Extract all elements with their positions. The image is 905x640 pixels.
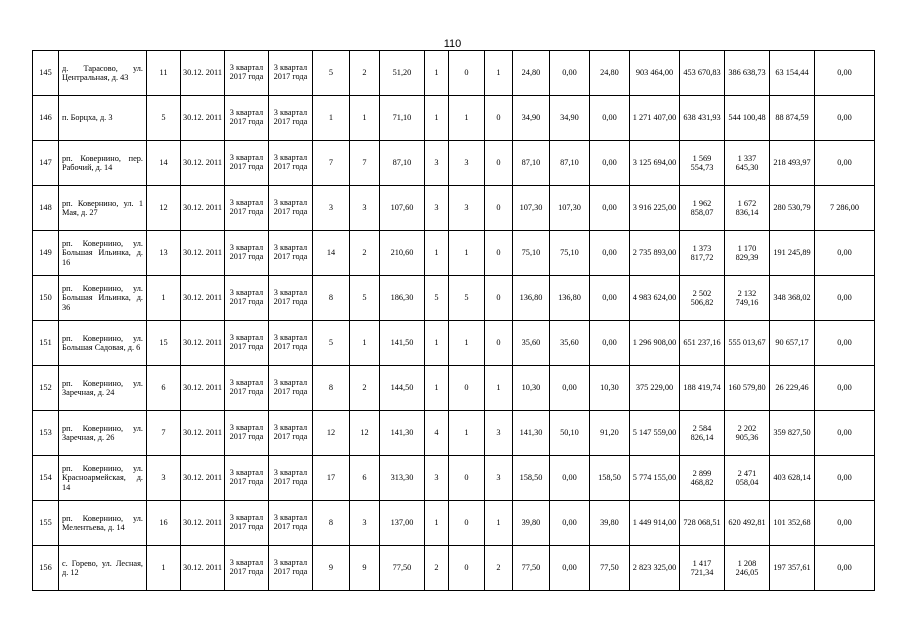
sum-3-cell: 2 471 058,04 (725, 456, 770, 501)
col-6-cell: 8 (313, 366, 350, 411)
area-total-cell: 35,60 (513, 321, 550, 366)
sum-total-cell: 375 229,00 (630, 366, 680, 411)
actual-quarter-cell: 3 квартал 2017 года (269, 186, 313, 231)
area-3-cell: 77,50 (590, 546, 630, 591)
col-11-cell: 1 (485, 51, 513, 96)
area-3-cell: 0,00 (590, 96, 630, 141)
area-3-cell: 0,00 (590, 276, 630, 321)
table-row (33, 51, 875, 96)
address-cell: с. Горево, ул. Лесная, д. 12 (59, 546, 147, 591)
sum-total-cell: 5 147 559,00 (630, 411, 680, 456)
area-3-cell: 24,80 (590, 51, 630, 96)
col-10-cell: 0 (449, 456, 485, 501)
sum-4-cell: 197 357,61 (770, 546, 815, 591)
row-number-cell: 156 (33, 546, 59, 591)
planned-quarter-cell: 3 квартал 2017 года (225, 501, 269, 546)
planned-quarter-cell: 3 квартал 2017 года (225, 141, 269, 186)
col-6-cell: 3 (313, 186, 350, 231)
col-11-cell: 0 (485, 276, 513, 321)
col-11-cell: 0 (485, 96, 513, 141)
col-10-cell: 0 (449, 501, 485, 546)
area-total-cell: 136,80 (513, 276, 550, 321)
col-10-cell: 3 (449, 141, 485, 186)
col-10-cell: 1 (449, 411, 485, 456)
col-10-cell: 3 (449, 186, 485, 231)
col-10-cell: 0 (449, 546, 485, 591)
col-7-cell: 2 (350, 51, 380, 96)
col-6-cell: 1 (313, 96, 350, 141)
area-3-cell: 0,00 (590, 141, 630, 186)
col-9-cell: 3 (425, 186, 449, 231)
sum-4-cell: 348 368,02 (770, 276, 815, 321)
actual-quarter-cell: 3 квартал 2017 года (269, 321, 313, 366)
col-10-cell: 5 (449, 276, 485, 321)
sum-3-cell: 160 579,80 (725, 366, 770, 411)
col-9-cell: 1 (425, 321, 449, 366)
col-11-cell: 1 (485, 366, 513, 411)
sum-total-cell: 3 125 694,00 (630, 141, 680, 186)
col-11-cell: 0 (485, 141, 513, 186)
table-row (33, 141, 875, 186)
sum-total-cell: 3 916 225,00 (630, 186, 680, 231)
area-2-cell: 0,00 (550, 366, 590, 411)
area-2-cell: 136,80 (550, 276, 590, 321)
col-11-cell: 3 (485, 456, 513, 501)
table-row (33, 186, 875, 231)
sum-2-cell: 188 419,74 (680, 366, 725, 411)
sum-4-cell: 218 493,97 (770, 141, 815, 186)
col-9-cell: 1 (425, 96, 449, 141)
date-cell: 30.12. 2011 (181, 141, 225, 186)
row-number-cell: 147 (33, 141, 59, 186)
sum-total-cell: 903 464,00 (630, 51, 680, 96)
col-7-cell: 3 (350, 186, 380, 231)
table-body (33, 51, 875, 591)
col-9-cell: 4 (425, 411, 449, 456)
col-11-cell: 2 (485, 546, 513, 591)
actual-quarter-cell: 3 квартал 2017 года (269, 411, 313, 456)
sum-4-cell: 280 530,79 (770, 186, 815, 231)
table-row (33, 366, 875, 411)
col-9-cell: 3 (425, 456, 449, 501)
sum-5-cell: 0,00 (815, 276, 875, 321)
actual-quarter-cell: 3 квартал 2017 года (269, 51, 313, 96)
sum-5-cell: 0,00 (815, 51, 875, 96)
sum-3-cell: 620 492,81 (725, 501, 770, 546)
sum-2-cell: 453 670,83 (680, 51, 725, 96)
area-total-cell: 10,30 (513, 366, 550, 411)
col-2-cell: 13 (147, 231, 181, 276)
sum-4-cell: 63 154,44 (770, 51, 815, 96)
col-9-cell: 3 (425, 141, 449, 186)
actual-quarter-cell: 3 квартал 2017 года (269, 141, 313, 186)
col-7-cell: 9 (350, 546, 380, 591)
table-row (33, 456, 875, 501)
sum-total-cell: 4 983 624,00 (630, 276, 680, 321)
sum-3-cell: 1 208 246,05 (725, 546, 770, 591)
sum-4-cell: 88 874,59 (770, 96, 815, 141)
area-cell: 71,10 (380, 96, 425, 141)
address-cell: рп. Ковернино, ул. Заречная, д. 24 (59, 366, 147, 411)
address-cell: рп. Ковернино, ул. Мелентьева, д. 14 (59, 501, 147, 546)
actual-quarter-cell: 3 квартал 2017 года (269, 456, 313, 501)
area-3-cell: 91,20 (590, 411, 630, 456)
sum-2-cell: 1 417 721,34 (680, 546, 725, 591)
col-2-cell: 1 (147, 276, 181, 321)
sum-4-cell: 403 628,14 (770, 456, 815, 501)
table-row (33, 96, 875, 141)
address-cell: рп. Ковернино, ул. Большая Садовая, д. 6 (59, 321, 147, 366)
area-cell: 107,60 (380, 186, 425, 231)
col-7-cell: 1 (350, 321, 380, 366)
col-6-cell: 8 (313, 501, 350, 546)
sum-2-cell: 2 502 506,82 (680, 276, 725, 321)
date-cell: 30.12. 2011 (181, 411, 225, 456)
actual-quarter-cell: 3 квартал 2017 года (269, 546, 313, 591)
row-number-cell: 152 (33, 366, 59, 411)
area-cell: 87,10 (380, 141, 425, 186)
col-2-cell: 14 (147, 141, 181, 186)
row-number-cell: 155 (33, 501, 59, 546)
address-cell: рп. Ковернино, ул. Красноармейская, д. 14 (59, 456, 147, 501)
col-2-cell: 1 (147, 546, 181, 591)
row-number-cell: 150 (33, 276, 59, 321)
col-7-cell: 3 (350, 501, 380, 546)
col-2-cell: 15 (147, 321, 181, 366)
col-9-cell: 1 (425, 501, 449, 546)
area-3-cell: 0,00 (590, 186, 630, 231)
col-11-cell: 1 (485, 501, 513, 546)
sum-3-cell: 386 638,73 (725, 51, 770, 96)
sum-4-cell: 359 827,50 (770, 411, 815, 456)
col-6-cell: 17 (313, 456, 350, 501)
sum-total-cell: 1 296 908,00 (630, 321, 680, 366)
planned-quarter-cell: 3 квартал 2017 года (225, 231, 269, 276)
col-6-cell: 9 (313, 546, 350, 591)
table-row (33, 546, 875, 591)
col-7-cell: 7 (350, 141, 380, 186)
planned-quarter-cell: 3 квартал 2017 года (225, 276, 269, 321)
area-cell: 141,50 (380, 321, 425, 366)
col-9-cell: 1 (425, 366, 449, 411)
col-6-cell: 8 (313, 276, 350, 321)
sum-4-cell: 191 245,89 (770, 231, 815, 276)
col-10-cell: 1 (449, 96, 485, 141)
address-cell: рп. Ковернино, ул. Большая Ильинка, д. 36 (59, 276, 147, 321)
planned-quarter-cell: 3 квартал 2017 года (225, 456, 269, 501)
actual-quarter-cell: 3 квартал 2017 года (269, 96, 313, 141)
actual-quarter-cell: 3 квартал 2017 года (269, 366, 313, 411)
sum-2-cell: 638 431,93 (680, 96, 725, 141)
col-2-cell: 5 (147, 96, 181, 141)
area-2-cell: 87,10 (550, 141, 590, 186)
date-cell: 30.12. 2011 (181, 456, 225, 501)
sum-5-cell: 0,00 (815, 546, 875, 591)
planned-quarter-cell: 3 квартал 2017 года (225, 546, 269, 591)
sum-3-cell: 2 202 905,36 (725, 411, 770, 456)
col-2-cell: 3 (147, 456, 181, 501)
area-total-cell: 141,30 (513, 411, 550, 456)
sum-2-cell: 651 237,16 (680, 321, 725, 366)
actual-quarter-cell: 3 квартал 2017 года (269, 276, 313, 321)
area-3-cell: 0,00 (590, 231, 630, 276)
actual-quarter-cell: 3 квартал 2017 года (269, 231, 313, 276)
planned-quarter-cell: 3 квартал 2017 года (225, 411, 269, 456)
sum-5-cell: 0,00 (815, 411, 875, 456)
row-number-cell: 145 (33, 51, 59, 96)
row-number-cell: 151 (33, 321, 59, 366)
area-3-cell: 0,00 (590, 321, 630, 366)
area-total-cell: 24,80 (513, 51, 550, 96)
sum-total-cell: 1 271 407,00 (630, 96, 680, 141)
col-7-cell: 2 (350, 231, 380, 276)
area-2-cell: 50,10 (550, 411, 590, 456)
planned-quarter-cell: 3 квартал 2017 года (225, 321, 269, 366)
sum-2-cell: 1 962 858,07 (680, 186, 725, 231)
row-number-cell: 148 (33, 186, 59, 231)
col-9-cell: 2 (425, 546, 449, 591)
sum-5-cell: 0,00 (815, 366, 875, 411)
sum-3-cell: 1 672 836,14 (725, 186, 770, 231)
area-cell: 51,20 (380, 51, 425, 96)
date-cell: 30.12. 2011 (181, 51, 225, 96)
area-3-cell: 39,80 (590, 501, 630, 546)
col-9-cell: 1 (425, 231, 449, 276)
sum-2-cell: 2 584 826,14 (680, 411, 725, 456)
table-row (33, 231, 875, 276)
date-cell: 30.12. 2011 (181, 321, 225, 366)
date-cell: 30.12. 2011 (181, 501, 225, 546)
area-3-cell: 158,50 (590, 456, 630, 501)
col-2-cell: 11 (147, 51, 181, 96)
actual-quarter-cell: 3 квартал 2017 года (269, 501, 313, 546)
sum-2-cell: 728 068,51 (680, 501, 725, 546)
address-cell: п. Борцха, д. 3 (59, 96, 147, 141)
col-6-cell: 5 (313, 51, 350, 96)
area-2-cell: 34,90 (550, 96, 590, 141)
col-9-cell: 1 (425, 51, 449, 96)
col-10-cell: 0 (449, 366, 485, 411)
sum-4-cell: 90 657,17 (770, 321, 815, 366)
address-cell: рп. Ковернино, ул. Заречная, д. 26 (59, 411, 147, 456)
area-2-cell: 0,00 (550, 456, 590, 501)
sum-4-cell: 101 352,68 (770, 501, 815, 546)
col-6-cell: 14 (313, 231, 350, 276)
address-cell: рп. Ковернино, ул. 1 Мая, д. 27 (59, 186, 147, 231)
sum-3-cell: 544 100,48 (725, 96, 770, 141)
table-row (33, 411, 875, 456)
sum-total-cell: 5 774 155,00 (630, 456, 680, 501)
area-2-cell: 0,00 (550, 51, 590, 96)
area-cell: 137,00 (380, 501, 425, 546)
area-total-cell: 39,80 (513, 501, 550, 546)
sum-5-cell: 0,00 (815, 321, 875, 366)
col-11-cell: 3 (485, 411, 513, 456)
col-6-cell: 12 (313, 411, 350, 456)
col-7-cell: 5 (350, 276, 380, 321)
table-row (33, 276, 875, 321)
sum-3-cell: 2 132 749,16 (725, 276, 770, 321)
sum-2-cell: 1 569 554,73 (680, 141, 725, 186)
sum-5-cell: 7 286,00 (815, 186, 875, 231)
sum-5-cell: 0,00 (815, 501, 875, 546)
page-number: 110 (443, 38, 462, 50)
area-2-cell: 0,00 (550, 501, 590, 546)
sum-3-cell: 1 337 645,30 (725, 141, 770, 186)
address-cell: рп. Ковернино, пер. Рабочий, д. 14 (59, 141, 147, 186)
area-total-cell: 107,30 (513, 186, 550, 231)
planned-quarter-cell: 3 квартал 2017 года (225, 51, 269, 96)
row-number-cell: 154 (33, 456, 59, 501)
col-10-cell: 1 (449, 231, 485, 276)
col-6-cell: 5 (313, 321, 350, 366)
col-11-cell: 0 (485, 186, 513, 231)
area-2-cell: 107,30 (550, 186, 590, 231)
area-2-cell: 35,60 (550, 321, 590, 366)
col-7-cell: 2 (350, 366, 380, 411)
col-2-cell: 6 (147, 366, 181, 411)
area-2-cell: 75,10 (550, 231, 590, 276)
area-cell: 186,30 (380, 276, 425, 321)
sum-5-cell: 0,00 (815, 231, 875, 276)
col-10-cell: 0 (449, 51, 485, 96)
table-row (33, 501, 875, 546)
table-row (33, 321, 875, 366)
area-3-cell: 10,30 (590, 366, 630, 411)
area-cell: 77,50 (380, 546, 425, 591)
area-cell: 141,30 (380, 411, 425, 456)
date-cell: 30.12. 2011 (181, 276, 225, 321)
planned-quarter-cell: 3 квартал 2017 года (225, 96, 269, 141)
sum-total-cell: 2 735 893,00 (630, 231, 680, 276)
area-cell: 313,30 (380, 456, 425, 501)
planned-quarter-cell: 3 квартал 2017 года (225, 186, 269, 231)
col-9-cell: 5 (425, 276, 449, 321)
col-11-cell: 0 (485, 321, 513, 366)
date-cell: 30.12. 2011 (181, 96, 225, 141)
area-cell: 144,50 (380, 366, 425, 411)
col-11-cell: 0 (485, 231, 513, 276)
row-number-cell: 153 (33, 411, 59, 456)
resettlement-table (32, 50, 875, 591)
planned-quarter-cell: 3 квартал 2017 года (225, 366, 269, 411)
sum-3-cell: 555 013,67 (725, 321, 770, 366)
date-cell: 30.12. 2011 (181, 186, 225, 231)
col-10-cell: 1 (449, 321, 485, 366)
row-number-cell: 146 (33, 96, 59, 141)
row-number-cell: 149 (33, 231, 59, 276)
sum-2-cell: 2 899 468,82 (680, 456, 725, 501)
area-cell: 210,60 (380, 231, 425, 276)
col-6-cell: 7 (313, 141, 350, 186)
sum-5-cell: 0,00 (815, 141, 875, 186)
date-cell: 30.12. 2011 (181, 546, 225, 591)
sum-5-cell: 0,00 (815, 96, 875, 141)
date-cell: 30.12. 2011 (181, 366, 225, 411)
col-7-cell: 6 (350, 456, 380, 501)
area-2-cell: 0,00 (550, 546, 590, 591)
area-total-cell: 34,90 (513, 96, 550, 141)
date-cell: 30.12. 2011 (181, 231, 225, 276)
col-7-cell: 1 (350, 96, 380, 141)
col-2-cell: 7 (147, 411, 181, 456)
col-2-cell: 16 (147, 501, 181, 546)
address-cell: рп. Ковернино, ул. Большая Ильинка, д. 16 (59, 231, 147, 276)
sum-total-cell: 1 449 914,00 (630, 501, 680, 546)
sum-total-cell: 2 823 325,00 (630, 546, 680, 591)
area-total-cell: 158,50 (513, 456, 550, 501)
sum-2-cell: 1 373 817,72 (680, 231, 725, 276)
col-7-cell: 12 (350, 411, 380, 456)
col-2-cell: 12 (147, 186, 181, 231)
area-total-cell: 87,10 (513, 141, 550, 186)
area-total-cell: 75,10 (513, 231, 550, 276)
address-cell: д. Тарасово, ул. Центральная, д. 43 (59, 51, 147, 96)
sum-3-cell: 1 170 829,39 (725, 231, 770, 276)
sum-4-cell: 26 229,46 (770, 366, 815, 411)
area-total-cell: 77,50 (513, 546, 550, 591)
sum-5-cell: 0,00 (815, 456, 875, 501)
